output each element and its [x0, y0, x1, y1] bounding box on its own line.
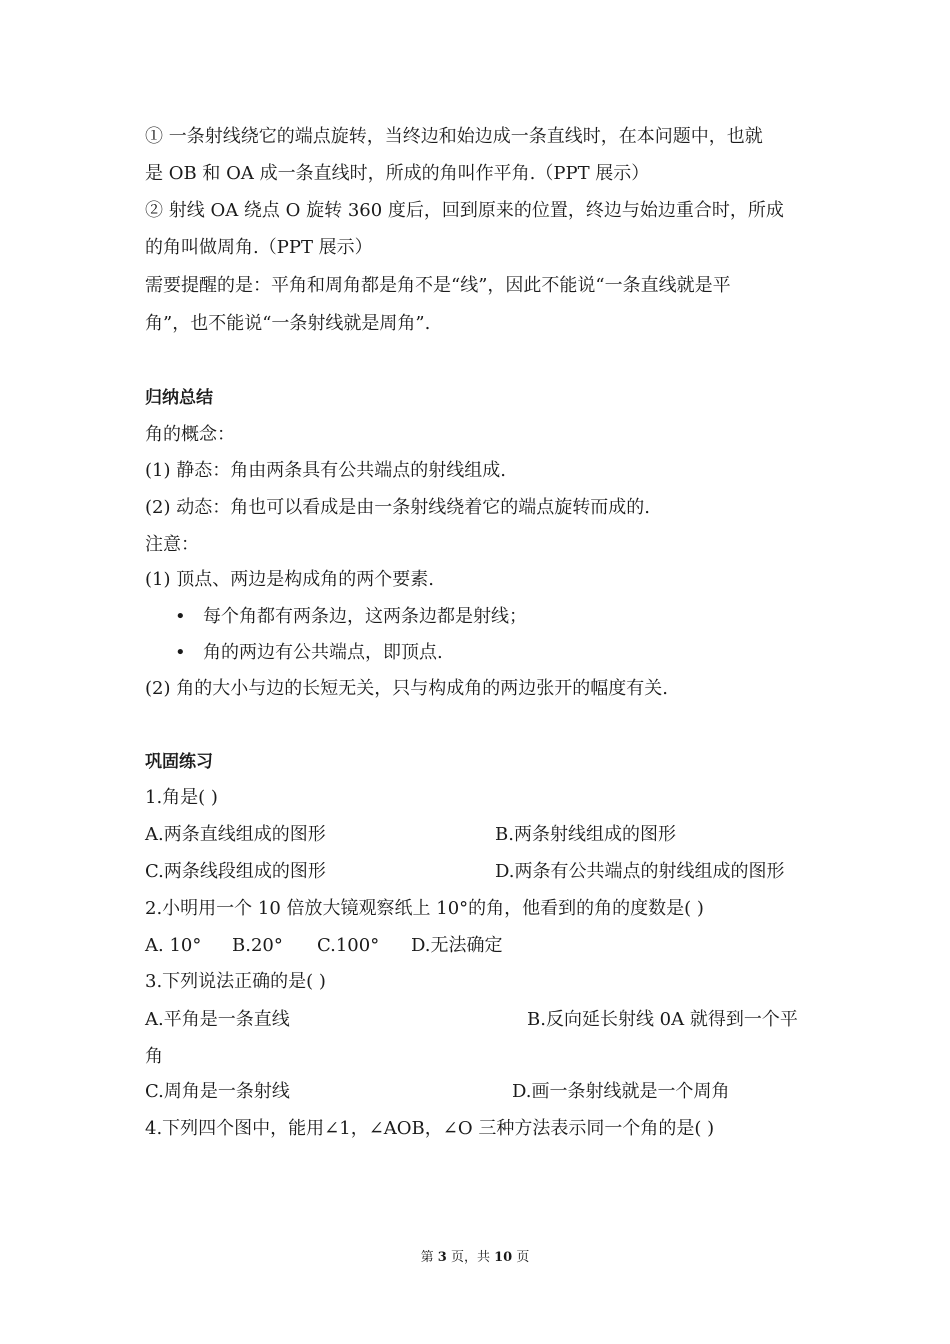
note-item-2: (2) 角的大小与边的长短无关，只与构成角的两边张开的幅度有关. [145, 678, 668, 699]
summary-heading: 归纳总结 [145, 388, 213, 408]
footer-mid: 页，共 [450, 1250, 490, 1265]
concept-label: 角的概念： [145, 424, 235, 445]
question-2: 2.小明用一个 10 倍放大镜观察纸上 10°的角，他看到的角的度数是( ) [145, 898, 704, 919]
q3-option-a: A.平角是一条直线 [145, 1009, 290, 1030]
exercise-heading: 巩固练习 [145, 752, 213, 772]
bullet-item-2: 角的两边有公共端点，即顶点. [203, 642, 443, 663]
para3-line1: 需要提醒的是：平角和周角都是角不是“线”，因此不能说“一条直线就是平 [145, 275, 731, 296]
static-definition: (1) 静态：角由两条具有公共端点的射线组成. [145, 460, 506, 481]
footer-total-pages: 10 [494, 1250, 513, 1265]
q2-option-b: B.20° [232, 935, 283, 956]
question-3: 3.下列说法正确的是( ) [145, 971, 326, 992]
para1-line2: 是 OB 和 OA 成一条直线时，所成的角叫作平角.（PPT 展示） [145, 163, 650, 184]
bullet-marker-1: • [175, 606, 186, 627]
bullet-item-1: 每个角都有两条边，这两条边都是射线； [203, 606, 527, 627]
para2-line1: ② 射线 OA 绕点 O 旋转 360 度后，回到原来的位置，终边与始边重合时，所成 [145, 200, 784, 221]
q3-option-c: C.周角是一条射线 [145, 1081, 290, 1102]
question-4: 4.下列四个图中，能用∠1，∠AOB，∠O 三种方法表示同一个角的是( ) [145, 1118, 715, 1139]
question-1: 1.角是( ) [145, 787, 218, 808]
para1-line1: ① 一条射线绕它的端点旋转，当终边和始边成一条直线时，在本问题中，也就 [145, 126, 763, 147]
q1-option-c: C.两条线段组成的图形 [145, 861, 326, 882]
q2-option-d: D.无法确定 [411, 935, 503, 956]
q1-option-b: B.两条射线组成的图形 [495, 824, 676, 845]
para2-line2: 的角叫做周角.（PPT 展示） [145, 237, 373, 258]
note-label: 注意： [145, 534, 199, 555]
page-footer [0, 1246, 950, 1265]
q3-option-b: B.反向延长射线 0A 就得到一个平 [527, 1009, 798, 1030]
q2-option-c: C.100° [317, 935, 380, 956]
footer-page-number: 3 [437, 1250, 447, 1265]
footer-suffix: 页 [516, 1250, 530, 1265]
q3-option-b-continued: 角 [145, 1046, 163, 1067]
bullet-marker-2: • [175, 642, 186, 663]
para3-line2: 角”，也不能说“一条射线就是周角”. [145, 313, 431, 334]
q2-option-a: A. 10° [145, 935, 202, 956]
note-item-1: (1) 顶点、两边是构成角的两个要素. [145, 569, 434, 590]
q1-option-a: A.两条直线组成的图形 [145, 824, 326, 845]
dynamic-definition: (2) 动态：角也可以看成是由一条射线绕着它的端点旋转而成的. [145, 497, 650, 518]
q1-option-d: D.两条有公共端点的射线组成的图形 [495, 861, 785, 882]
q3-option-d: D.画一条射线就是一个周角 [512, 1081, 730, 1102]
footer-prefix: 第 [420, 1250, 434, 1265]
